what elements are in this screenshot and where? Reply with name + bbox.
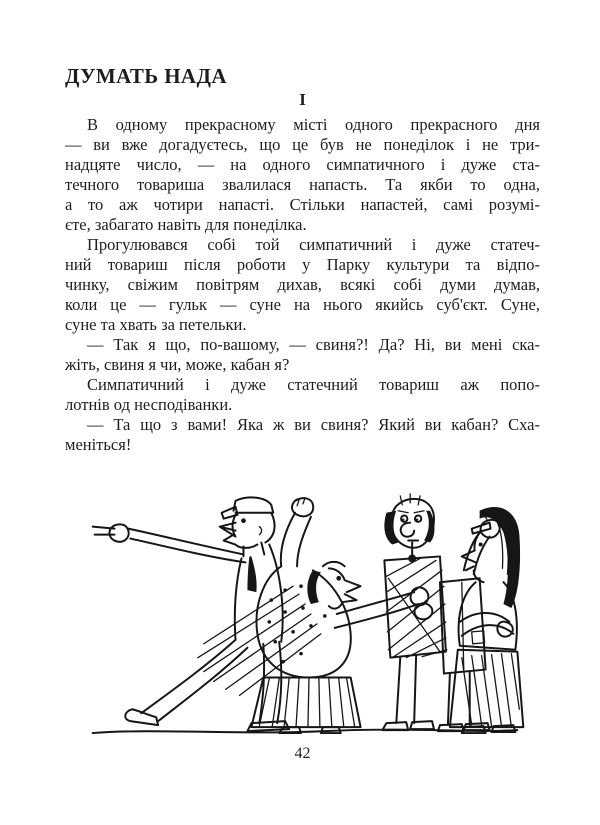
cartoon-illustration	[85, 483, 525, 741]
text-line: течного товариша звалилася напасть. Та якби то одна,	[65, 175, 540, 194]
figure-raised-fist-man	[438, 514, 500, 731]
section-number: I	[299, 90, 306, 109]
text-line: меніться!	[65, 435, 132, 454]
four-people-arguing-cartoon	[85, 483, 525, 741]
page-title: ДУМАТЬ НАДА	[65, 64, 227, 88]
text-line: Симпатичний і дуже статечний товариш аж попо-	[87, 375, 540, 394]
text-line: В одному прекрасному місті одного прекрасного дня	[87, 115, 540, 134]
text-line: Прогулювався собі той симпатичний і дуже статеч-	[87, 235, 540, 254]
text-line: — Так я що, по-вашому, — свиня?! Да? Ні, ви мені ска-	[87, 335, 540, 354]
text-line: суне та хвать за петельки.	[65, 315, 247, 334]
text-line: — Та що з вами! Яка ж ви свиня? Який ви кабан? Сха-	[87, 415, 540, 434]
figure-grabbing-woman	[251, 498, 432, 733]
body-text	[65, 115, 540, 455]
text-line: чинку, свіжим повітрям дихав, всякі собі думи думав,	[65, 275, 540, 294]
text-line: ний товариш після роботи у Парку культури та відпо-	[65, 255, 540, 274]
text-line: коли це — гульк — суне на нього якийсь суб'єкт. Суне,	[65, 295, 540, 314]
text-line: — ви вже догадуєтесь, що це був не понеділок і не три-	[65, 135, 540, 154]
text-line: а то аж чотири напасті. Стільки напастей, самі розумі-	[65, 195, 540, 214]
text-line: єте, забагато навіть для понеділка.	[65, 215, 307, 234]
text-line: надцяте число, — на одного симпатичного і дуже ста-	[65, 155, 540, 174]
page-number: 42	[294, 745, 311, 762]
text-line: лотнів од несподіванки.	[65, 395, 233, 414]
text-line: жіть, свиня я чи, може, кабан я?	[65, 355, 290, 374]
